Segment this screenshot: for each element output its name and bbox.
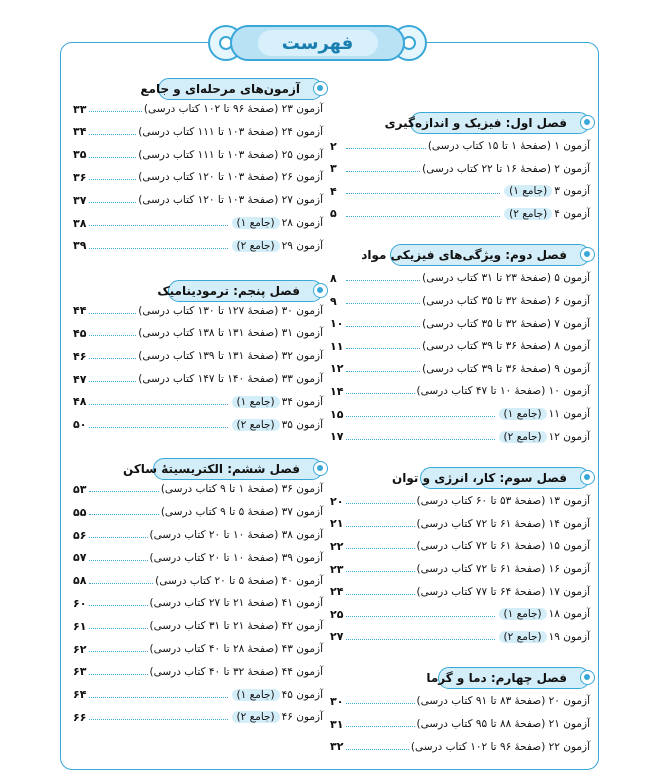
- toc-entry[interactable]: [73, 347, 323, 365]
- toc-entry-page-number: ۴۷: [73, 372, 87, 386]
- dot-leader: [89, 103, 142, 112]
- toc-entry-label: آزمون ۴۵: [281, 688, 323, 701]
- comprehensive-tag: (جامع ۲): [232, 711, 280, 723]
- toc-entry-label: آزمون ۵ (صفحهٔ ۲۳ تا ۳۱ کتاب درسی): [422, 272, 590, 285]
- toc-entry-page-number: ۱۰: [330, 317, 344, 331]
- toc-entry[interactable]: [73, 123, 323, 141]
- toc-entry-label: آزمون ۴۴ (صفحهٔ ۳۲ تا ۴۰ کتاب درسی): [149, 665, 323, 678]
- toc-entry-page-number: ۶۱: [73, 619, 87, 633]
- toc-entry-page-number: ۹: [330, 294, 337, 308]
- toc-entry-label: آزمون ۲۴ (صفحهٔ ۱۰۳ تا ۱۱۱ کتاب درسی): [138, 125, 323, 138]
- dot-leader: [346, 718, 415, 727]
- dot-leader: [346, 295, 420, 304]
- toc-entry[interactable]: [330, 715, 590, 733]
- toc-entry-page-number: ۱۷: [330, 430, 344, 444]
- comprehensive-tag: (جامع ۱): [499, 408, 547, 420]
- toc-entry[interactable]: [330, 137, 590, 155]
- dot-leader: [89, 643, 148, 652]
- toc-entry-label: آزمون ۲۳ (صفحهٔ ۹۶ تا ۱۰۲ کتاب درسی): [143, 103, 323, 115]
- toc-entry-page-number: ۱۱: [330, 339, 344, 353]
- dot-leader: [89, 240, 228, 249]
- toc-entry-page-number: ۲۲: [330, 539, 344, 553]
- toc-entry-label: آزمون ۲۲ (صفحهٔ ۹۶ تا ۱۰۲ کتاب درسی): [410, 740, 590, 753]
- toc-entry-page-number: ۲۴: [330, 585, 344, 599]
- toc-entry-label: آزمون ۸ (صفحهٔ ۳۶ تا ۳۹ کتاب درسی): [422, 340, 590, 353]
- toc-entry[interactable]: [73, 480, 323, 498]
- toc-entry-page-number: ۳۸: [73, 216, 87, 230]
- comprehensive-tag: (جامع ۲): [232, 240, 280, 252]
- dot-leader: [346, 363, 420, 372]
- dot-leader: [346, 318, 420, 327]
- dot-leader: [89, 575, 153, 584]
- toc-entry-label: آزمون ۱۲: [548, 430, 590, 443]
- dot-leader: [346, 631, 495, 640]
- dot-leader: [89, 373, 136, 382]
- toc-entry-page-number: ۳۳: [73, 102, 87, 116]
- dot-leader: [346, 408, 495, 417]
- toc-entry[interactable]: [330, 269, 590, 287]
- section-header: [157, 280, 323, 302]
- section-title: فصل دوم: ویژگی‌های فیزیکی مواد: [361, 248, 567, 263]
- toc-entry-label: آزمون ۱۸: [548, 608, 590, 621]
- toc-entry-page-number: ۵۷: [73, 551, 87, 565]
- toc-entry-label: آزمون ۱۵ (صفحهٔ ۶۱ تا ۷۲ کتاب درسی): [416, 540, 590, 553]
- toc-entry[interactable]: [330, 492, 590, 510]
- toc-entry-label: آزمون ۲۵ (صفحهٔ ۱۰۳ تا ۱۱۱ کتاب درسی): [138, 148, 323, 161]
- toc-entry-label: آزمون ۲ (صفحهٔ ۱۶ تا ۲۲ کتاب درسی): [422, 162, 590, 175]
- toc-entry-label: آزمون ۲۹: [281, 239, 323, 252]
- dot-leader: [89, 396, 228, 405]
- toc-entry-page-number: ۴۶: [73, 349, 87, 363]
- toc-entry-label: آزمون ۳۴: [281, 395, 323, 408]
- toc-entry-label: آزمون ۴۶: [281, 711, 323, 724]
- title-banner: [230, 20, 405, 66]
- toc-entry-label: آزمون ۴: [554, 207, 590, 220]
- comprehensive-tag: (جامع ۱): [499, 608, 547, 620]
- toc-entry-label: آزمون ۷ (صفحهٔ ۳۲ تا ۳۵ کتاب درسی): [422, 317, 590, 330]
- dot-leader: [346, 495, 415, 504]
- dot-leader: [346, 586, 415, 595]
- toc-entry-label: آزمون ۱۹: [548, 630, 590, 643]
- toc-entry[interactable]: [330, 405, 590, 423]
- toc-entry[interactable]: [73, 549, 323, 567]
- toc-entry[interactable]: [330, 605, 590, 623]
- dot-leader: [346, 695, 415, 704]
- toc-entry[interactable]: [73, 370, 323, 388]
- toc-entry-label: آزمون ۴۱ (صفحهٔ ۲۱ تا ۲۷ کتاب درسی): [149, 597, 323, 610]
- toc-entry[interactable]: [73, 416, 323, 434]
- toc-entry-page-number: ۴: [330, 184, 337, 198]
- section-title: آزمون‌های مرحله‌ای و جامع: [140, 82, 300, 96]
- dot-leader: [346, 608, 495, 617]
- toc-entry[interactable]: [330, 160, 590, 178]
- toc-entry-label: آزمون ۲۶ (صفحهٔ ۱۰۳ تا ۱۲۰ کتاب درسی): [138, 171, 323, 184]
- toc-entry[interactable]: [73, 617, 323, 635]
- toc-entry-page-number: ۱۵: [330, 407, 344, 421]
- toc-entry[interactable]: [73, 594, 323, 612]
- dot-leader: [346, 540, 415, 549]
- toc-entry-page-number: ۲۳: [330, 562, 344, 576]
- comprehensive-tag: (جامع ۲): [499, 431, 547, 443]
- toc-entry[interactable]: [73, 191, 323, 209]
- toc-entry-label: آزمون ۴۳ (صفحهٔ ۲۸ تا ۴۰ کتاب درسی): [149, 643, 323, 655]
- toc-entry-page-number: ۵۶: [73, 528, 87, 542]
- dot-leader: [346, 385, 415, 394]
- toc-entry[interactable]: [73, 168, 323, 186]
- toc-entry-label: آزمون ۲۰ (صفحهٔ ۸۳ تا ۹۱ کتاب درسی): [416, 695, 590, 708]
- dot-leader: [89, 171, 136, 180]
- section-title: فصل اول: فیزیک و اندازه‌گیری: [384, 116, 567, 130]
- toc-entry[interactable]: [73, 302, 323, 320]
- section-header: [392, 467, 590, 489]
- toc-entry-label: آزمون ۴۲ (صفحهٔ ۲۱ تا ۳۱ کتاب درسی): [149, 620, 323, 633]
- toc-entry-label: آزمون ۳۷ (صفحهٔ ۵ تا ۹ کتاب درسی): [160, 506, 323, 519]
- dot-leader: [89, 711, 228, 720]
- toc-entry-label: آزمون ۲۱ (صفحهٔ ۸۸ تا ۹۵ کتاب درسی): [416, 718, 590, 730]
- toc-entry-page-number: ۲۱: [330, 517, 344, 531]
- dot-leader: [346, 563, 415, 572]
- toc-entry-page-number: ۳۵: [73, 148, 87, 162]
- toc-entry-label: آزمون ۶ (صفحهٔ ۳۲ تا ۳۵ کتاب درسی): [422, 295, 590, 307]
- dot-leader: [346, 163, 420, 172]
- toc-entry[interactable]: [330, 315, 590, 333]
- dot-leader: [89, 419, 228, 428]
- dot-leader: [346, 185, 500, 194]
- comprehensive-tag: (جامع ۱): [232, 689, 280, 701]
- dot-leader: [89, 149, 136, 158]
- section-header: [361, 244, 590, 266]
- toc-entry[interactable]: [330, 692, 590, 710]
- toc-entry-page-number: ۵: [330, 207, 337, 221]
- dot-leader: [346, 140, 426, 149]
- toc-entry-page-number: ۱۲: [330, 362, 344, 376]
- toc-entry-label: آزمون ۳۳ (صفحهٔ ۱۴۰ تا ۱۴۷ کتاب درسی): [138, 373, 323, 385]
- toc-entry-label: آزمون ۱۰ (صفحهٔ ۱۰ تا ۴۷ کتاب درسی): [416, 385, 590, 398]
- toc-entry-label: آزمون ۳۸ (صفحهٔ ۱۰ تا ۲۰ کتاب درسی): [149, 529, 323, 541]
- toc-entry[interactable]: [330, 628, 590, 646]
- dot-leader: [89, 597, 148, 606]
- toc-entry-page-number: ۸: [330, 271, 337, 285]
- toc-entry[interactable]: [73, 640, 323, 658]
- toc-entry-page-number: ۴۵: [73, 326, 87, 340]
- toc-entry-label: آزمون ۳۱ (صفحهٔ ۱۳۱ تا ۱۳۸ کتاب درسی): [138, 327, 323, 340]
- toc-entry[interactable]: [73, 100, 323, 118]
- toc-entry-label: آزمون ۱۷ (صفحهٔ ۶۴ تا ۷۷ کتاب درسی): [416, 585, 590, 598]
- section-title: فصل چهارم: دما و گرما: [426, 671, 567, 686]
- dot-leader: [346, 518, 415, 527]
- section-title: فصل پنجم: ترمودینامیک: [157, 283, 300, 298]
- page-title: فهرست: [258, 30, 378, 56]
- toc-entry-page-number: ۶۰: [73, 596, 87, 610]
- toc-entry[interactable]: [330, 537, 590, 555]
- toc-entry-page-number: ۴۴: [73, 304, 87, 318]
- toc-entry-page-number: ۳۰: [330, 694, 344, 708]
- toc-entry[interactable]: [330, 382, 590, 400]
- toc-entry[interactable]: [330, 337, 590, 355]
- toc-entry-page-number: ۳۷: [73, 193, 87, 207]
- toc-entry-page-number: ۳۱: [330, 717, 344, 731]
- dot-leader: [89, 194, 136, 203]
- toc-entry-label: آزمون ۹ (صفحهٔ ۳۶ تا ۳۹ کتاب درسی): [422, 362, 590, 375]
- toc-entry-page-number: ۴۸: [73, 395, 87, 409]
- dot-leader: [89, 506, 159, 515]
- toc-entry-page-number: ۳۲: [330, 740, 344, 754]
- toc-entry-page-number: ۲۵: [330, 607, 344, 621]
- toc-entry[interactable]: [73, 214, 323, 232]
- dot-leader: [346, 340, 420, 349]
- toc-entry-page-number: ۶۳: [73, 665, 87, 679]
- toc-entry[interactable]: [73, 663, 323, 681]
- toc-entry[interactable]: [330, 583, 590, 601]
- toc-entry-label: آزمون ۳۵: [281, 418, 323, 431]
- toc-entry-label: آزمون ۲۷ (صفحهٔ ۱۰۳ تا ۱۲۰ کتاب درسی): [138, 194, 323, 207]
- toc-entry-page-number: ۲۷: [330, 630, 344, 644]
- dot-leader: [89, 327, 136, 336]
- toc-entry[interactable]: [73, 526, 323, 544]
- section-header: [123, 458, 323, 480]
- toc-entry[interactable]: [330, 738, 590, 756]
- dot-leader: [89, 350, 136, 359]
- dot-leader: [346, 431, 495, 440]
- section-bullet-icon: [313, 283, 328, 298]
- toc-entry-page-number: ۳۴: [73, 125, 87, 139]
- dot-leader: [346, 272, 420, 281]
- toc-entry-page-number: ۳۶: [73, 170, 87, 184]
- section-header: [384, 112, 590, 134]
- dot-leader: [346, 208, 500, 217]
- toc-entry[interactable]: [330, 428, 590, 446]
- toc-entry-page-number: ۲: [330, 139, 337, 153]
- toc-entry[interactable]: [73, 146, 323, 164]
- dot-leader: [89, 217, 228, 226]
- toc-entry-label: آزمون ۱۱: [548, 408, 590, 420]
- toc-entry-label: آزمون ۳: [554, 185, 590, 198]
- comprehensive-tag: (جامع ۱): [504, 185, 552, 197]
- dot-leader: [89, 552, 148, 561]
- toc-entry-page-number: ۶۴: [73, 688, 87, 702]
- toc-entry-label: آزمون ۱۶ (صفحهٔ ۶۱ تا ۷۲ کتاب درسی): [416, 563, 590, 575]
- toc-entry[interactable]: [330, 182, 590, 200]
- toc-entry-page-number: ۵۵: [73, 505, 87, 519]
- toc-entry[interactable]: [73, 686, 323, 704]
- toc-entry[interactable]: [330, 360, 590, 378]
- toc-entry[interactable]: [73, 324, 323, 342]
- dot-leader: [346, 741, 409, 750]
- toc-entry-page-number: ۲۰: [330, 494, 344, 508]
- title-pill: [230, 25, 405, 61]
- toc-entry-label: آزمون ۱۴ (صفحهٔ ۶۱ تا ۷۲ کتاب درسی): [416, 517, 590, 530]
- toc-entry[interactable]: [73, 393, 323, 411]
- toc-entry[interactable]: [73, 708, 323, 726]
- toc-entry[interactable]: [73, 237, 323, 255]
- toc-entry-label: آزمون ۳۰ (صفحهٔ ۱۲۷ تا ۱۳۰ کتاب درسی): [138, 304, 323, 317]
- dot-leader: [89, 305, 136, 314]
- dot-leader: [89, 483, 159, 492]
- toc-entry-label: آزمون ۳۲ (صفحهٔ ۱۳۱ تا ۱۳۹ کتاب درسی): [138, 350, 323, 363]
- toc-entry-label: آزمون ۲۸: [281, 217, 323, 229]
- dot-leader: [89, 666, 148, 675]
- comprehensive-tag: (جامع ۱): [232, 396, 280, 408]
- toc-entry[interactable]: [73, 503, 323, 521]
- toc-entry-label: آزمون ۱ (صفحهٔ ۱ تا ۱۵ کتاب درسی): [427, 140, 590, 152]
- section-title: فصل سوم: کار، انرژی و توان: [392, 471, 567, 486]
- toc-entry-page-number: ۱۴: [330, 384, 344, 398]
- toc-entry-page-number: ۶۶: [73, 710, 87, 724]
- toc-entry-label: آزمون ۱۳ (صفحهٔ ۵۳ تا ۶۰ کتاب درسی): [416, 495, 590, 508]
- toc-entry-page-number: ۵۸: [73, 574, 87, 588]
- dot-leader: [89, 620, 148, 629]
- comprehensive-tag: (جامع ۲): [504, 208, 552, 220]
- section-bullet-icon: [313, 81, 328, 96]
- section-header: [140, 78, 323, 100]
- toc-entry-label: آزمون ۴۰ (صفحهٔ ۵ تا ۲۰ کتاب درسی): [155, 574, 323, 587]
- toc-entry[interactable]: [73, 572, 323, 590]
- comprehensive-tag: (جامع ۲): [499, 631, 547, 643]
- toc-entry-label: آزمون ۳۹ (صفحهٔ ۱۰ تا ۲۰ کتاب درسی): [149, 551, 323, 564]
- toc-entry[interactable]: [330, 205, 590, 223]
- section-header: [426, 667, 590, 689]
- toc-entry-page-number: ۶۲: [73, 642, 87, 656]
- toc-entry[interactable]: [330, 515, 590, 533]
- toc-entry[interactable]: [330, 292, 590, 310]
- dot-leader: [89, 126, 136, 135]
- toc-entry-page-number: ۵۳: [73, 482, 87, 496]
- toc-entry[interactable]: [330, 560, 590, 578]
- comprehensive-tag: (جامع ۱): [232, 217, 280, 229]
- toc-entry-page-number: ۳۹: [73, 239, 87, 253]
- section-title: فصل ششم: الکتریسیتهٔ ساکن: [123, 462, 300, 477]
- dot-leader: [89, 529, 148, 538]
- toc-entry-page-number: ۵۰: [73, 418, 87, 432]
- toc-entry-label: آزمون ۳۶ (صفحهٔ ۱ تا ۹ کتاب درسی): [160, 483, 323, 496]
- toc-entry-page-number: ۳: [330, 162, 337, 176]
- section-bullet-icon: [580, 115, 595, 130]
- comprehensive-tag: (جامع ۲): [232, 419, 280, 431]
- dot-leader: [89, 689, 228, 698]
